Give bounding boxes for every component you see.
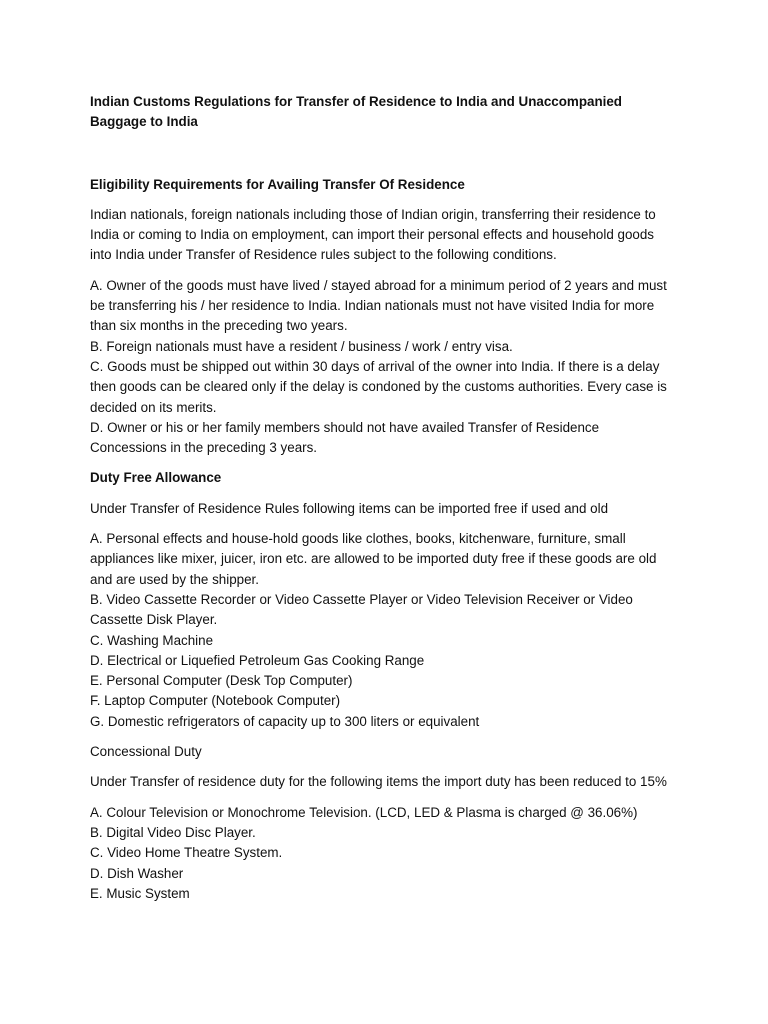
list-item: C. Washing Machine [90,632,214,648]
list-item: B. Video Cassette Recorder or Video Cassette Player or Video Television Receiver or Video Cassette Disk Player. [90,591,633,628]
list-item: C. Goods must be shipped out within 30 days of arrival of the owner into India. If there is a delay then goods can be cleared only if the delay is condoned by the customs authorities. Every case is decided on its merits. [90,358,667,415]
list-item: E. Personal Computer (Desk Top Computer) [90,673,353,689]
duty-free-intro: Under Transfer of Residence Rules following items can be imported free if used and old [90,500,609,516]
spacer [90,266,678,276]
spacer [90,793,678,803]
list-item: E. Music System [90,885,190,901]
duty-free-list [90,529,678,732]
document-title: Indian Customs Regulations for Transfer of Residence to India and Unaccompanied Baggage to India [90,94,622,130]
eligibility-list [90,276,678,459]
list-item: A. Personal effects and house-hold goods like clothes, books, kitchenware, furniture, small appliances like mixer, juicer, iron etc. are allowed to be imported duty free if these goods are old and are used by the shipper. [90,531,657,587]
document-content [90,92,678,904]
list-item: F. Laptop Computer (Notebook Computer) [90,693,341,709]
spacer [90,489,678,499]
spacer [90,519,678,529]
spacer [90,458,678,468]
list-item: A. Colour Television or Monochrome Television. (LCD, LED & Plasma is charged @ 36.06%) [90,804,638,820]
section-heading-eligibility: Eligibility Requirements for Availing Transfer Of Residence [90,176,465,192]
section-heading-duty-free: Duty Free Allowance [90,470,222,486]
list-item: D. Owner or his or her family members should not have availed Transfer of Residence Concessions in the preceding 3 years. [90,419,600,456]
concessional-intro: Under Transfer of residence duty for the following items the import duty has been reduced to 15% [90,774,667,790]
spacer [90,133,678,175]
list-item: B. Foreign nationals must have a resident / business / work / entry visa. [90,338,513,354]
list-item: G. Domestic refrigerators of capacity up to 300 liters or equivalent [90,713,480,729]
section-heading-concessional: Concessional Duty [90,744,202,760]
concessional-list [90,803,678,904]
list-item: B. Digital Video Disc Player. [90,824,256,840]
eligibility-intro: Indian nationals, foreign nationals including those of Indian origin, transferring their residence to India or coming to India on employment, can import their personal effects and household goods into India under Transfer of Residence rules subject to the following conditions. [90,206,656,263]
spacer [90,195,678,205]
spacer [90,732,678,742]
list-item: C. Video Home Theatre System. [90,845,283,861]
list-item: D. Dish Washer [90,865,184,881]
spacer [90,762,678,772]
list-item: A. Owner of the goods must have lived / stayed abroad for a minimum period of 2 years and must be transferring his / her residence to India. Indian nationals must not have visited India for more than six months in the preceding two years. [90,277,667,334]
list-item: D. Electrical or Liquefied Petroleum Gas Cooking Range [90,652,425,668]
